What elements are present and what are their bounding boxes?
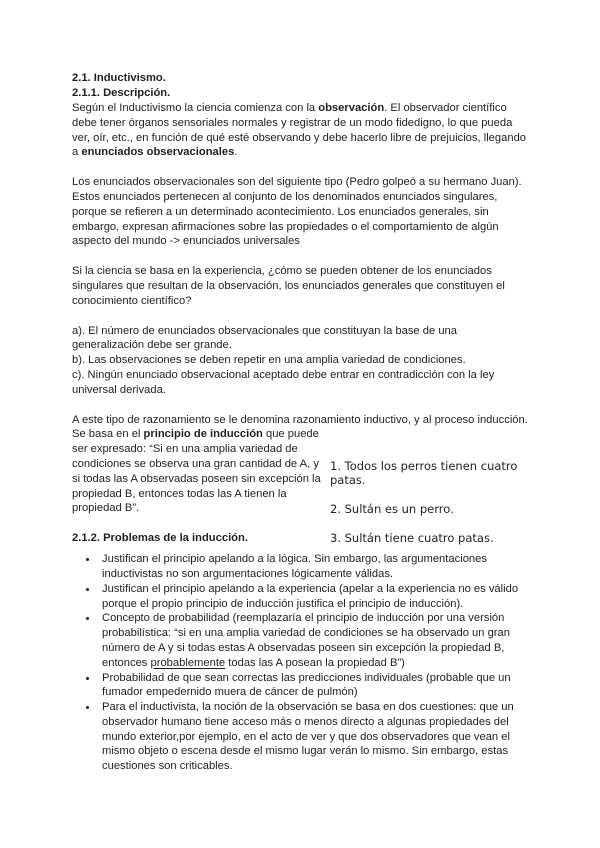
paragraph-question: Si la ciencia se basa en la experiencia, ¿cómo se pueden obtener de los enunciados singulares que resultan de la observación, los enunciados generales que constituyen el conocimiento científico?: [72, 265, 505, 307]
prob-pre: Concepto de probabilidad (reemplazaría el principio de inducción por una versión probabilística: “si en una amplia variedad de condiciones se ha observado un gran número de A y si todas estas A observadas poseen sin excepción la propiedad B, entonces: [102, 612, 510, 669]
condition-c: c). Ningún enunciado observacional aceptado debe entrar en contradicción con la ley universal derivada.: [72, 368, 495, 396]
syllogism-line-1: 1. Todos los perros tienen cuatro patas.: [330, 459, 518, 488]
problems-list: [72, 552, 532, 774]
p1-mid: . El observador científico debe tener órganos sensoriales normales y registrar de un modo fidedigno, lo que pueda ver, oír, etc., en función de qué esté observando y debe hacerlo libre de prejuicios, llegando a: [72, 102, 527, 159]
syllogism-image: [330, 459, 550, 560]
p4-post: que puede ser expresado: “Si en una amplia variedad de condiciones se observa una gran cantidad de A, y si todas las A observadas poseen sin excepción la propiedad B, entonces todas las A tienen la propiedad B”.: [72, 428, 321, 515]
p4-bold-principio: principio de inducción: [143, 428, 263, 441]
list-item: [98, 611, 532, 670]
prob-underline: probablemente: [150, 656, 226, 669]
document-content: [72, 71, 532, 774]
section-title: 2.1. Inductivismo.: [72, 72, 166, 84]
syllogism-line-2: 2. Sultán es un perro.: [330, 502, 454, 517]
syllogism-line-3: 3. Sultán tiene cuatro patas.: [330, 531, 494, 546]
paragraph-reasoning: A este tipo de razonamiento se le denomina razonamiento inductivo, y al proceso inducción.: [72, 413, 528, 426]
condition-b: b). Las observaciones se deben repetir en una amplia variedad de condiciones.: [72, 354, 466, 367]
paragraph-description: [72, 101, 532, 160]
p1-pre: Según el Inductivismo la ciencia comienza con la: [72, 102, 319, 114]
p1-end: .: [234, 146, 238, 159]
paragraph-principle: [72, 427, 322, 516]
prob-post: todas las A posean la propiedad B”): [225, 656, 405, 669]
paragraph-enunciados: Los enunciados observacionales son del siguiente tipo (Pedro golpeó a su hermano Juan). Estos enunciados pertenecen al conjunto de los denominados enunciados singulares, porque se refieren a un determinado acontecimiento. Los enunciados generales, sin embargo, expresan afirmaciones sobre las propiedades o el comportamiento de algún aspecto del mundo -> enunciados universales: [72, 176, 522, 248]
problems-title: 2.1.2. Problemas de la inducción.: [72, 532, 248, 545]
list-item: • Justifican el principio apelando a la experiencia (apelar a la experiencia no es válido porque el propio principio de inducción justifica el principio de inducción).: [98, 582, 532, 612]
list-item: • Probabilidad de que sean correctas las predicciones individuales (probable que un fumador empedernido muera de cáncer de pulmón): [98, 671, 532, 701]
p1-bold-enunciados: enunciados observacionales: [81, 146, 235, 159]
list-item: • Justifican el principio apelando a la lógica. Sin embargo, las argumentaciones inductivistas no son argumentaciones lógicamente válidas.: [98, 552, 532, 582]
section-subtitle: 2.1.1. Descripción.: [72, 87, 171, 99]
p4-pre: Se basa en el: [72, 428, 144, 441]
list-item: • Para el inductivista, la noción de la observación se basa en dos cuestiones: que un observador humano tiene acceso más o menos directo a algunas propiedades del mundo exterior,por ejemplo, en el acto de ver y que dos observadores que vean el mismo objeto o escena desde el mismo lugar verán lo mismo. Sin embargo, estas cuestiones son criticables.: [98, 700, 532, 774]
p1-bold-observacion: observación: [318, 102, 385, 114]
condition-a: a). El número de enunciados observacionales que constituyan la base de una generalización debe ser grande.: [72, 324, 457, 352]
